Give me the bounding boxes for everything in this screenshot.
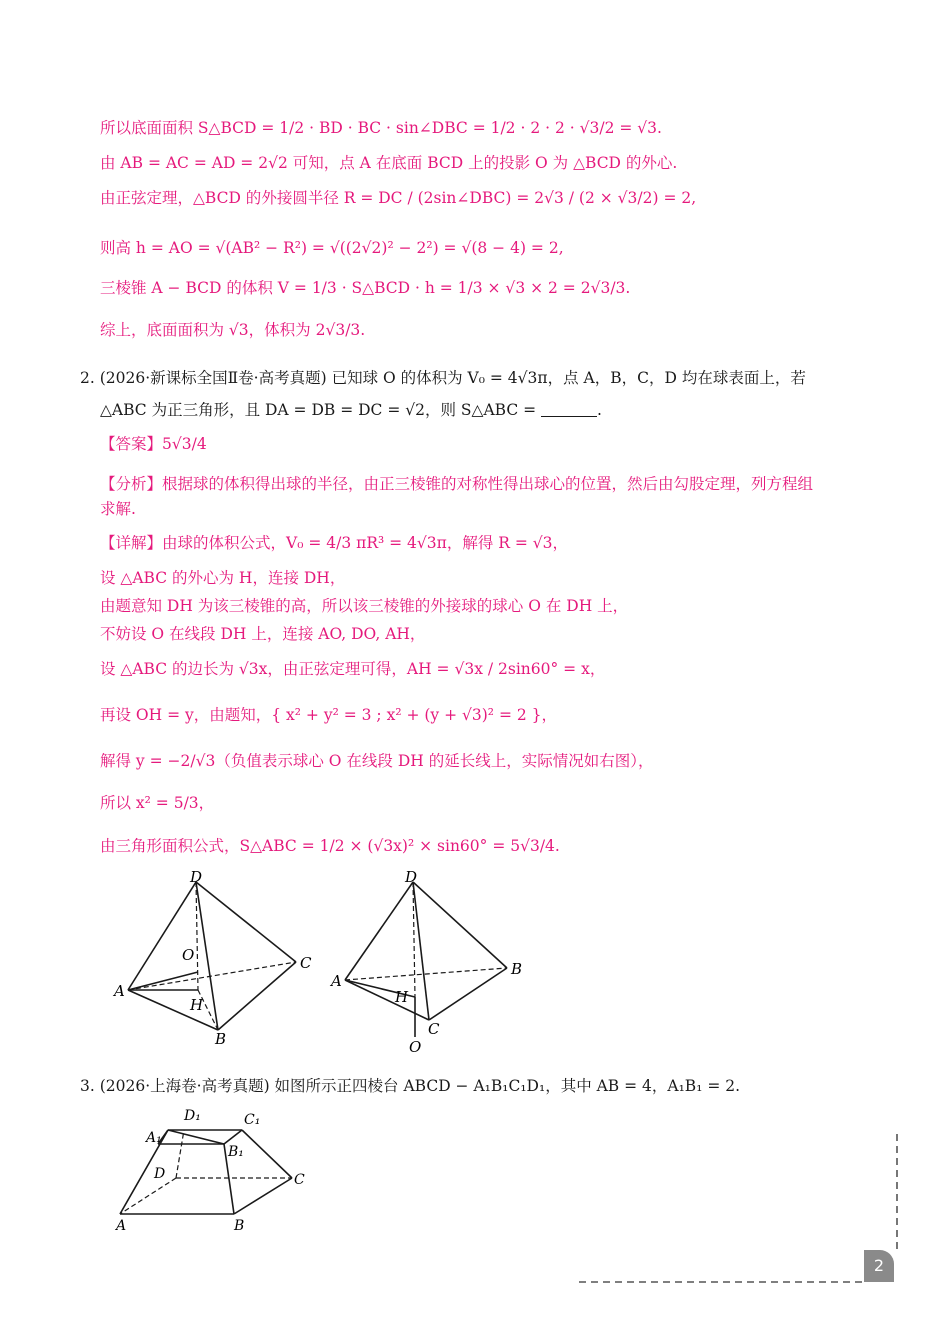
label-H: H [190, 996, 204, 1014]
q2-detail-line-1 [100, 531, 568, 553]
answer-blank [541, 402, 597, 417]
q2-detail-line-6: 再设 OH = y，由题知，{ x² + y² = 3 ; x² + (y + √3)² = 2 }， [100, 706, 558, 724]
label-O: O [409, 1038, 422, 1056]
answer-tag: 【答案】 [100, 435, 163, 453]
q2-detail-line-3: 由题意知 DH 为该三棱锥的高，所以该三棱锥的外接球的球心 O 在 DH 上， [100, 597, 629, 615]
label-D1: D₁ [184, 1108, 201, 1124]
q2-stem-text: △ABC 为正三角形，且 DA = DB = DC = √2，则 S△ABC = [100, 401, 537, 419]
q2-detail-line-7: 解得 y = −2/√3（负值表示球心 O 在线段 DH 的延长线上，实际情况如右图）， [100, 752, 654, 770]
label-C: C [300, 954, 312, 972]
q2-detail-line-4: 不妨设 O 在线段 DH 上，连接 AO, DO, AH， [100, 625, 426, 643]
sol1-line-6: 综上，底面面积为 √3，体积为 2√3/3. [100, 321, 366, 339]
label-C: C [428, 1020, 440, 1038]
q2-detail-line-8: 所以 x² = 5/3， [100, 794, 215, 812]
q2-analysis-line-1 [100, 472, 813, 494]
frustum-figure [110, 1100, 320, 1235]
label-D: D [190, 868, 203, 886]
sol1-line-2: 由 AB = AC = AD = 2√2 可知，点 A 在底面 BCD 上的投影 O 为 △BCD 的外心. [100, 154, 678, 172]
q2-analysis-line-2: 求解. [100, 500, 136, 518]
detail-tag: 【详解】 [100, 534, 163, 552]
label-A: A [116, 1218, 127, 1234]
q2-detail-line-2: 设 △ABC 的外心为 H，连接 DH， [100, 569, 346, 587]
q2-stem-line-1: 2. (2026·新课标全国Ⅱ卷·高考真题) 已知球 O 的体积为 V₀ = 4√3π，点 A，B，C，D 均在球表面上，若 [80, 369, 806, 387]
tetrahedron-figure-left [110, 862, 330, 1047]
label-A: A [331, 972, 342, 990]
q2-stem-line-2: △ABC 为正三角形，且 DA = DB = DC = √2，则 S△ABC = . [100, 401, 602, 419]
label-C: C [294, 1172, 305, 1188]
label-D: D [405, 868, 418, 886]
sol1-line-4: 则高 h = AO = √(AB² − R²) = √((2√2)² − 2²) = √(8 − 4) = 2, [100, 239, 564, 257]
label-A1: A₁ [146, 1130, 162, 1146]
label-A: A [114, 982, 125, 1000]
q2-detail-line-9: 由三角形面积公式，S△ABC = 1/2 × (√3x)² × sin60° = 5√3/4. [100, 837, 560, 855]
analysis-tag: 【分析】 [100, 475, 163, 493]
label-C1: C₁ [244, 1112, 261, 1128]
label-H: H [395, 988, 409, 1006]
tetrahedron-figure-right [325, 862, 545, 1057]
label-B: B [511, 960, 523, 978]
analysis-text-1: 根据球的体积得出球的半径，由正三棱锥的对称性得出球心的位置，然后由勾股定理，列方程组 [162, 475, 814, 493]
q2-answer [100, 432, 207, 454]
label-D: D [154, 1166, 166, 1182]
detail-text-1: 由球的体积公式，V₀ = 4/3 πR³ = 4√3π，解得 R = √3， [162, 534, 569, 552]
sol1-line-1: 所以底面面积 S△BCD = 1/2 · BD · BC · sin∠DBC = 1/2 · 2 · 2 · √3/2 = √3. [100, 119, 662, 137]
label-B: B [234, 1218, 245, 1234]
answer-value: 5√3/4 [162, 435, 207, 453]
page-frame-decoration [575, 1130, 905, 1290]
sol1-line-3: 由正弦定理，△BCD 的外接圆半径 R = DC / (2sin∠DBC) = 2√3 / (2 × √3/2) = 2, [100, 189, 697, 207]
page-number: 2 [864, 1250, 894, 1282]
q3-stem-line-1: 3. (2026·上海卷·高考真题) 如图所示正四棱台 ABCD − A₁B₁C₁D₁，其中 AB = 4，A₁B₁ = 2. [80, 1077, 741, 1095]
label-B: B [215, 1030, 227, 1047]
sol1-line-5: 三棱锥 A − BCD 的体积 V = 1/3 · S△BCD · h = 1/3 × √3 × 2 = 2√3/3. [100, 279, 631, 297]
label-B1: B₁ [228, 1144, 244, 1160]
q2-detail-line-5: 设 △ABC 的边长为 √3x，由正弦定理可得，AH = √3x / 2sin60° = x， [100, 660, 606, 678]
label-O: O [182, 946, 195, 964]
